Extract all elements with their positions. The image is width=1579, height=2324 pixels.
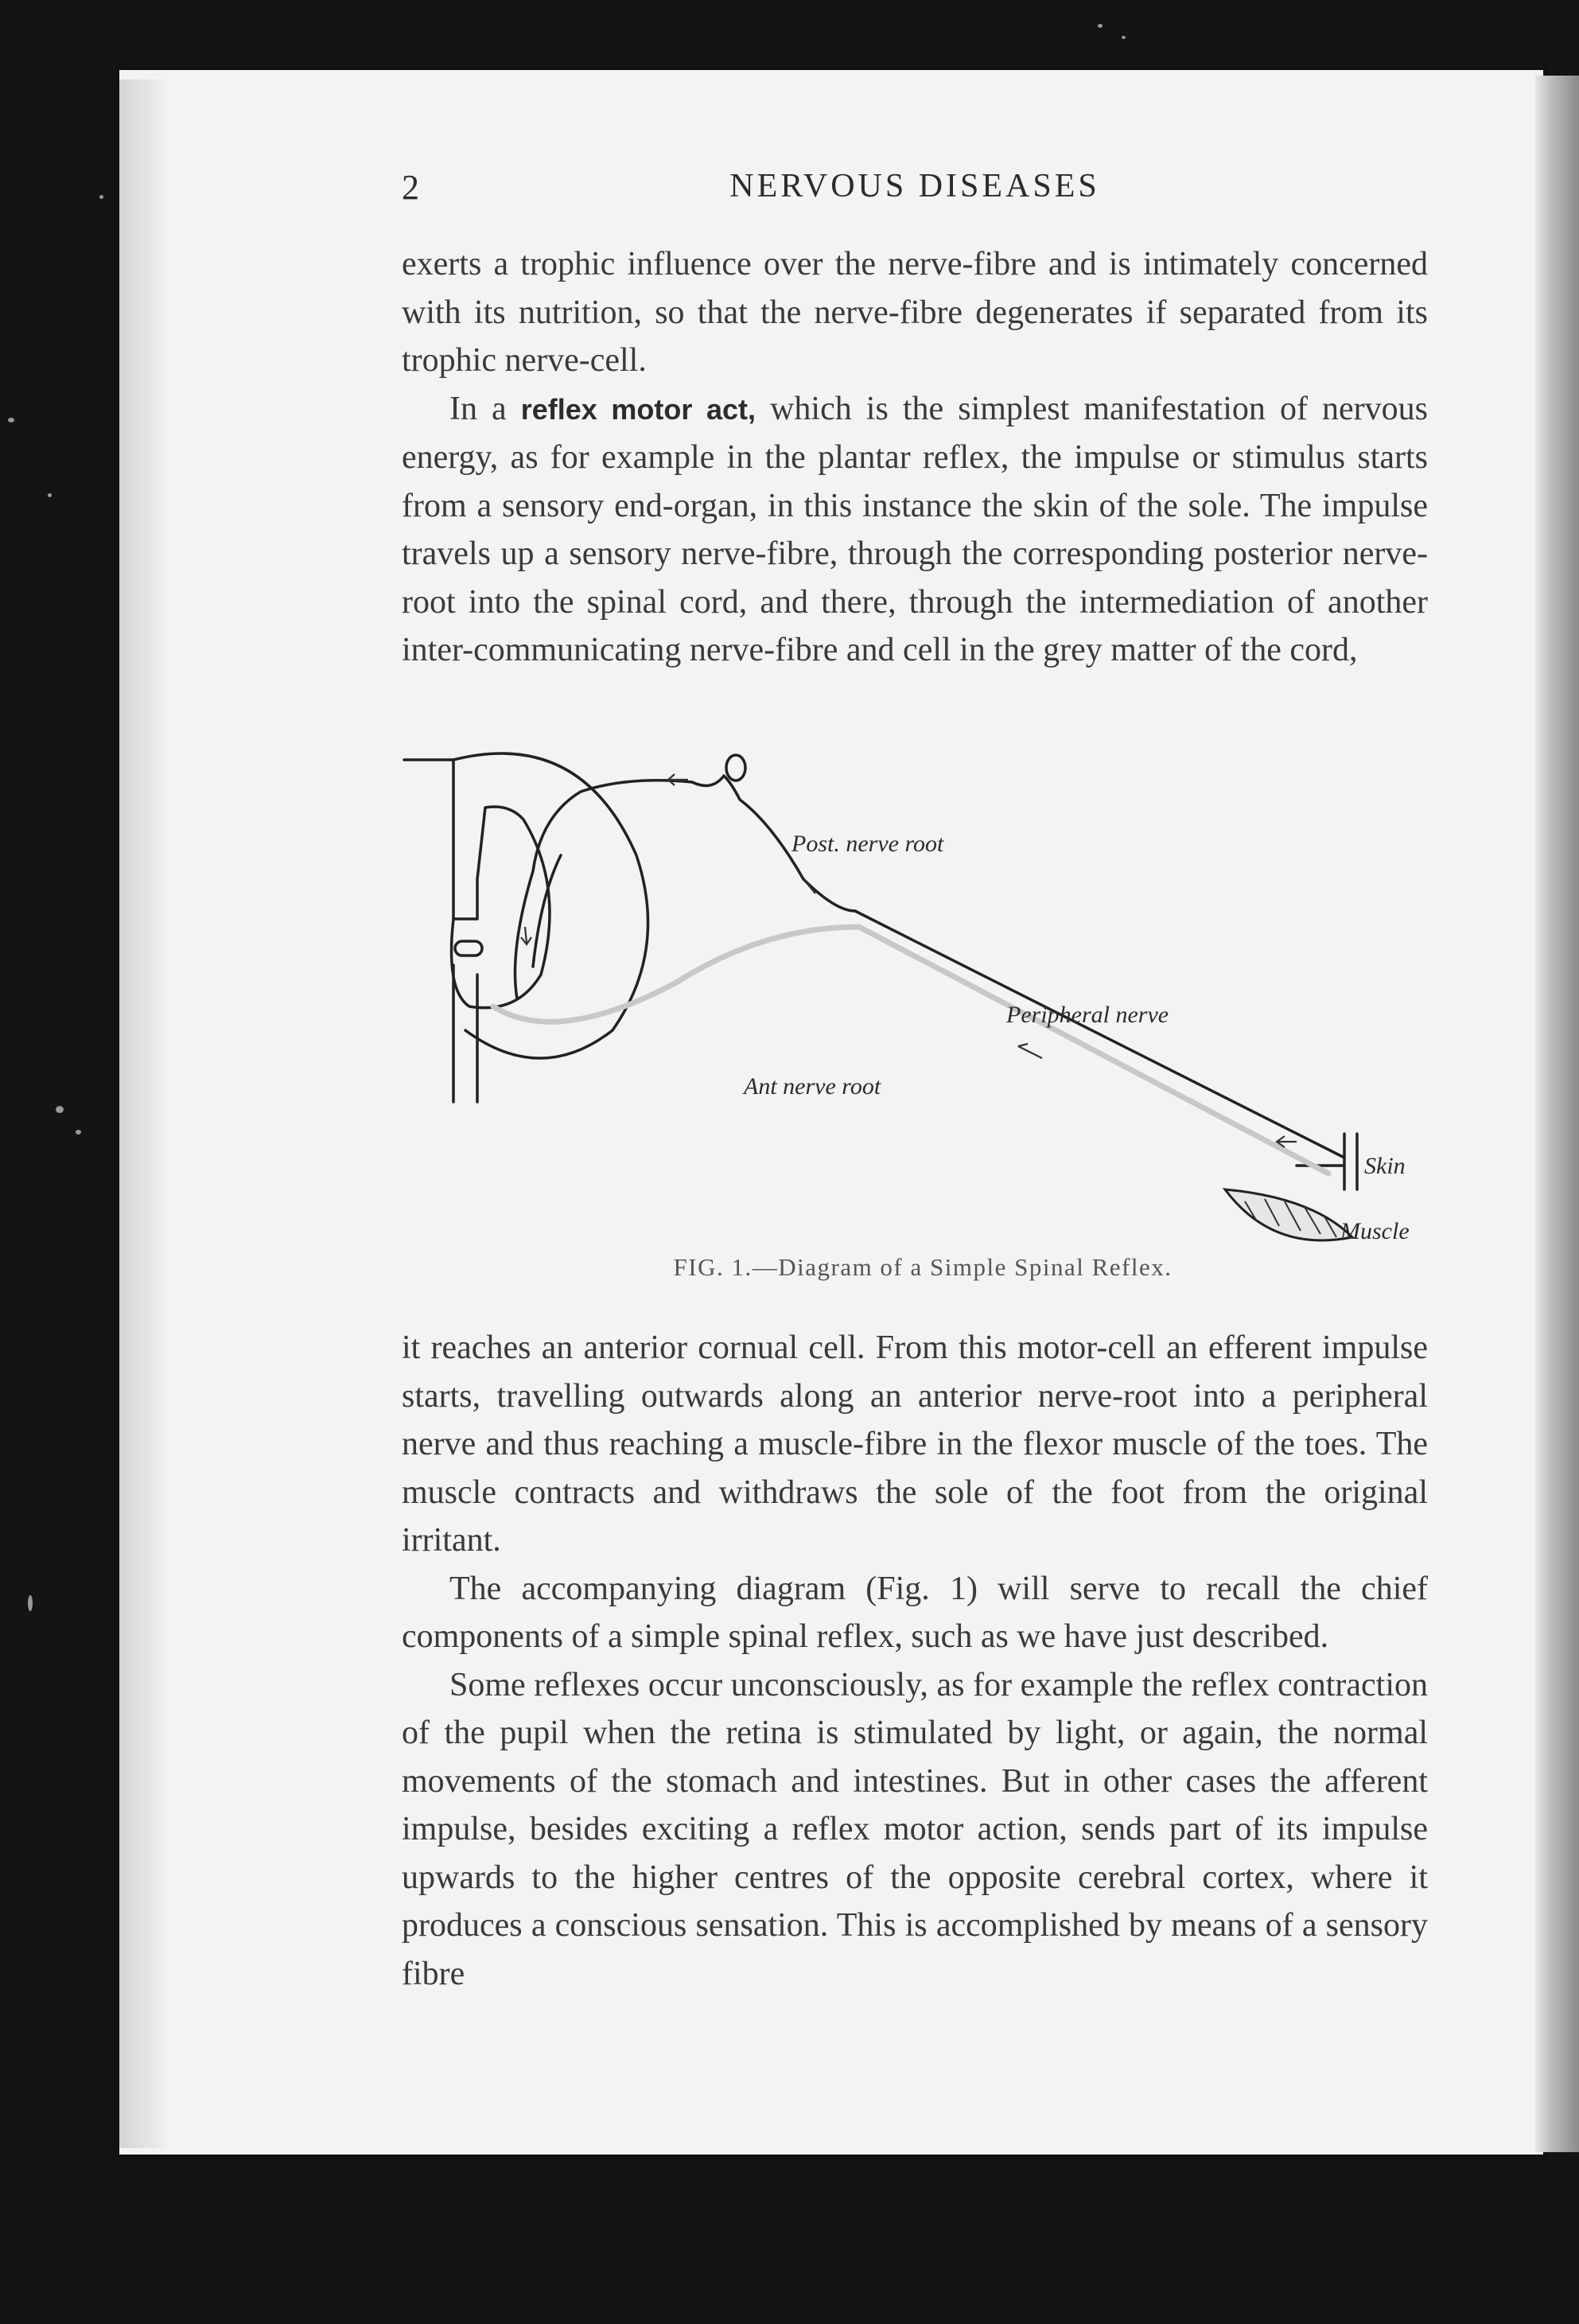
muscle-label: Muscle (1340, 1218, 1410, 1244)
paragraph-body: which is the simplest manifestation of nervous energy, as for example in the plantar reflex, the impulse or stimulus starts from a sensory end-organ, in this instance the skin of the sole. The impulse travels up a sensory nerve-fibre, through the corresponding posterior nerve-root into the spinal cord, and there, through the intermediation of another inter-communicating nerve-fibre and cell in the grey matter of the cord, (402, 390, 1428, 668)
text-block-bottom (402, 1324, 1428, 1998)
dust-speck (28, 1595, 33, 1611)
reflex-diagram (390, 744, 1456, 1281)
reflex-diagram-svg (390, 744, 1456, 1261)
text-block-top (402, 240, 1428, 675)
page-header (402, 167, 1428, 223)
dust-speck (56, 1106, 64, 1113)
paragraph-diagram-ref: The accompanying diagram (Fig. 1) will serve to recall the chief components of a simple spinal reflex, such as we have just described. (402, 1570, 1428, 1655)
paragraph-trophic: exerts a trophic influence over the nerve-fibre and is intimately concerned with its nutrition, so that the nerve-fibre degenerates if separated from its trophic nerve-cell. (402, 246, 1428, 379)
paragraph-lead: In a (449, 390, 521, 427)
dust-speck (76, 1130, 81, 1135)
cord-grey-matter-outline (404, 760, 550, 1008)
page-number: 2 (402, 168, 419, 207)
anterior-motor-fibre (493, 927, 1328, 1174)
peripheral-nerve-label: Peripheral nerve (1006, 1002, 1169, 1028)
peripheral-nerve-line (855, 911, 1344, 1158)
cord-anterior-fissure (453, 965, 477, 1102)
page-stack-edge (1535, 76, 1579, 2152)
sensory-fibre-path (515, 776, 856, 999)
page-binding-shadow (119, 80, 167, 2148)
paragraph-reflex-motor-act (402, 385, 1428, 675)
skin-label: Skin (1364, 1153, 1406, 1179)
post-root-label: Post. nerve root (791, 831, 944, 857)
dust-speck (99, 195, 103, 199)
figure-caption: FIG. 1.—Diagram of a Simple Spinal Reflex. (673, 1253, 1173, 1281)
arrow-peripheral (1018, 1044, 1042, 1058)
running-title: NERVOUS DISEASES (729, 168, 1100, 204)
dust-speck (1122, 36, 1126, 39)
paragraph-unconscious-reflexes: Some reflexes occur unconsciously, as for example the reflex contraction of the pupil when the retina is stimulated by light, or again, the normal movements of the stomach and intestines. But in other cases the afferent impulse, besides exciting a reflex motor action, sends part of its impulse upwards to the higher centres of the opposite cerebral cortex, where it produces a conscious sensation. This is accomplished by means of a sensory fibre (402, 1666, 1428, 1992)
dust-speck (8, 418, 14, 422)
central-canal (455, 941, 482, 956)
arrow-top (668, 774, 688, 785)
ant-root-label: Ant nerve root (744, 1073, 881, 1100)
ganglion-shape (726, 755, 745, 781)
dust-speck (1098, 24, 1103, 28)
arrow-cord-down (521, 927, 531, 944)
dust-speck (48, 493, 52, 497)
paragraph-anterior-cornual: it reaches an anterior cornual cell. From this motor-cell an efferent impulse starts, travelling outwards along an anterior nerve-root into a peripheral nerve and thus reaching a muscle-fibre in the flexor muscle of the toes. The muscle contracts and withdraws the sole of the foot from the original irritant. (402, 1329, 1428, 1559)
reflex-motor-act-term: reflex motor act, (520, 392, 756, 426)
arrow-post-root (803, 879, 815, 893)
